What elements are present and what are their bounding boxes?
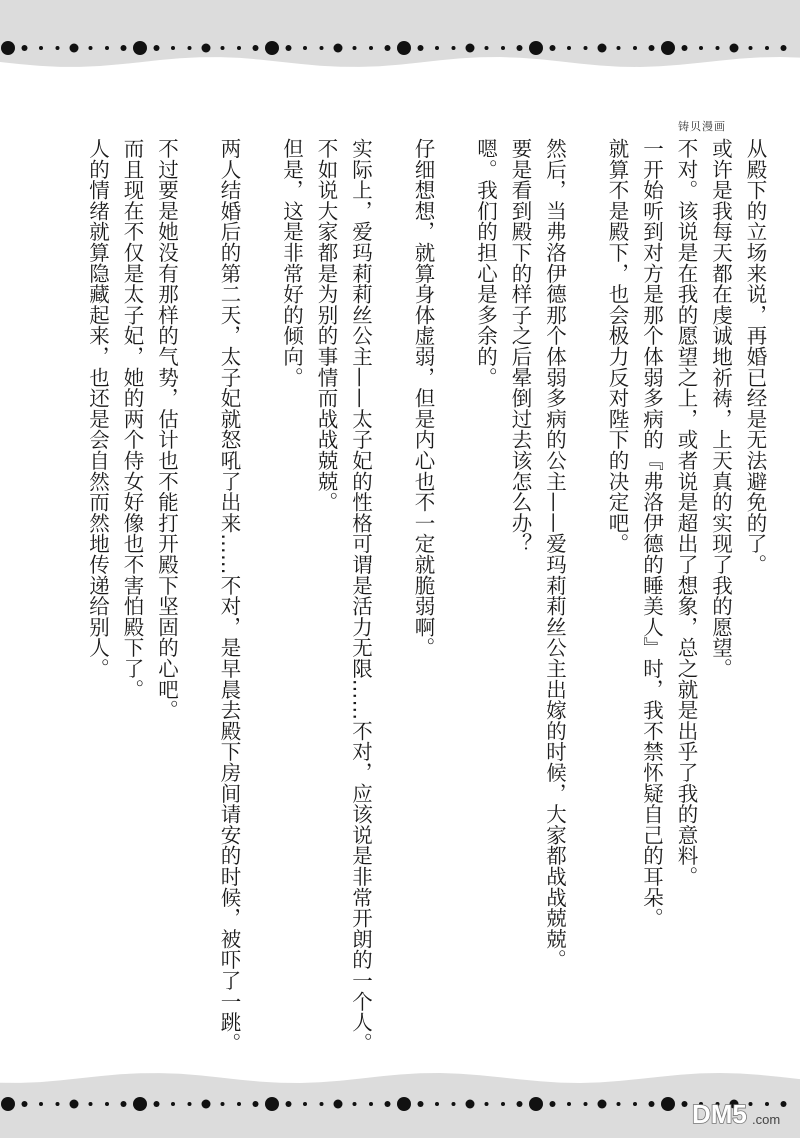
decorative-dot [649, 45, 655, 51]
decorative-dot [334, 1100, 343, 1109]
decorative-dot [633, 46, 637, 50]
paragraph: 一开始听到对方是那个体弱多病的『弗洛伊德的睡美人』时，我不禁怀疑自己的耳朵。 [639, 138, 664, 929]
decorative-dot [385, 45, 391, 51]
decorative-dot [1, 1097, 15, 1111]
decorative-dot [265, 41, 279, 55]
decorative-dot [286, 1101, 292, 1107]
decorative-dot [237, 46, 241, 50]
decorative-dot [485, 46, 489, 50]
decorative-dot [265, 1097, 279, 1111]
paragraph: 不过要是她没有那样的气势，估计也不能打开殿下坚固的心吧。 [154, 138, 179, 721]
decorative-dot [550, 45, 556, 51]
decorative-dot [567, 1102, 571, 1106]
decorative-dot [105, 1102, 109, 1106]
bottom-dotted-wave-border [0, 1058, 800, 1138]
decorative-dot [385, 1101, 391, 1107]
decorative-dot [397, 1097, 411, 1111]
paragraph: 实际上，爱玛莉莉丝公主——太子妃的性格可谓是活力无限……不对，应该说是非常开朗的一个人。 [348, 138, 373, 1054]
paragraph: 不如说大家都是为别的事情而战战兢兢。 [314, 138, 338, 513]
decorative-dot [584, 46, 588, 50]
decorative-dot [154, 45, 160, 51]
decorative-dot [781, 45, 787, 51]
decorative-dot [320, 46, 324, 50]
dm5-logo-text: DM5 [692, 1099, 747, 1129]
decorative-dot [89, 1102, 93, 1106]
decorative-dot [716, 46, 720, 50]
decorative-dot [466, 44, 475, 53]
decorative-dot [237, 1102, 241, 1106]
decorative-dot [353, 46, 357, 50]
decorative-dot [418, 45, 424, 51]
decorative-dot [369, 1102, 373, 1106]
decorative-dot [89, 46, 93, 50]
decorative-dot [253, 45, 259, 51]
decorative-dot [286, 45, 292, 51]
decorative-dot [550, 1101, 556, 1107]
decorative-dot [661, 41, 675, 55]
decorative-dot [617, 46, 621, 50]
decorative-dot [435, 1102, 439, 1106]
decorative-dot [661, 1097, 675, 1111]
decorative-dot [70, 44, 79, 53]
paragraph: 然后，当弗洛伊德那个体弱多病的公主——爱玛莉莉丝公主出嫁的时候，大家都战战兢兢。 [542, 138, 567, 970]
paragraph: 而且现在不仅是太子妃，她的两个侍女好像也不害怕殿下了。 [120, 138, 144, 700]
decorative-dot [598, 44, 607, 53]
decorative-dot [529, 41, 543, 55]
decorative-dot [154, 1101, 160, 1107]
decorative-dot [253, 1101, 259, 1107]
decorative-dot [567, 46, 571, 50]
decorative-dot [501, 46, 505, 50]
decorative-dot [598, 1100, 607, 1109]
decorative-dot [649, 1101, 655, 1107]
decorative-dot [517, 45, 523, 51]
decorative-dot [501, 1102, 505, 1106]
decorative-dot [584, 1102, 588, 1106]
decorative-dot [466, 1100, 475, 1109]
decorative-dot [633, 1102, 637, 1106]
decorative-dot [171, 46, 175, 50]
decorative-dot [22, 45, 28, 51]
paragraph: 嗯。我们的担心是多余的。 [473, 138, 498, 388]
decorative-dot [699, 46, 703, 50]
dm5-logo-watermark [690, 1096, 790, 1130]
decorative-dot [517, 1101, 523, 1107]
paragraph: 或许是我每天都在虔诚地祈祷，上天真的实现了我的愿望。 [708, 138, 733, 679]
decorative-dot [452, 46, 456, 50]
decorative-dot [188, 46, 192, 50]
decorative-dot [529, 1097, 543, 1111]
decorative-dot [121, 1101, 127, 1107]
paragraph: 人的情绪就算隐藏起来，也还是会自然而然地传递给别人。 [85, 138, 110, 679]
decorative-dot [171, 1102, 175, 1106]
paragraph: 但是，这是非常好的倾向。 [279, 138, 304, 388]
decorative-dot [202, 1100, 211, 1109]
decorative-dot [303, 1102, 307, 1106]
paragraph: 两人结婚后的第二天，太子妃就怒吼了出来……不对，是早晨去殿下房间请安的时候，被吓了一跳。 [217, 138, 241, 1054]
decorative-dot [188, 1102, 192, 1106]
novel-text-column [80, 138, 772, 1054]
paragraph: 就算不是殿下，也会极力反对陛下的决定吧。 [605, 138, 629, 554]
decorative-dot [133, 1097, 147, 1111]
decorative-dot [221, 46, 225, 50]
wave-ribbon [0, 0, 800, 67]
decorative-dot [682, 45, 688, 51]
decorative-dot [133, 41, 147, 55]
paragraph: 不对。该说是在我的愿望之上，或者说是超出了想象，总之就是出乎了我的意料。 [674, 138, 698, 887]
paragraph: 仔细想想，就算身体虚弱，但是内心也不一定就脆弱啊。 [411, 138, 435, 658]
decorative-dot [730, 44, 739, 53]
dm5-logo-suffix: .com [752, 1112, 781, 1127]
decorative-dot [682, 1101, 688, 1107]
decorative-dot [320, 1102, 324, 1106]
decorative-dot [105, 46, 109, 50]
decorative-dot [353, 1102, 357, 1106]
decorative-dot [1, 41, 15, 55]
decorative-dot [56, 46, 60, 50]
paragraph: 要是看到殿下的样子之后晕倒过去该怎么办？ [508, 138, 532, 554]
paragraph: 从殿下的立场来说，再婚已经是无法避免的了。 [743, 138, 767, 575]
decorative-dot [121, 45, 127, 51]
decorative-dot [397, 41, 411, 55]
source-mark: 铸贝漫画 [678, 120, 726, 133]
decorative-dot [221, 1102, 225, 1106]
decorative-dot [56, 1102, 60, 1106]
decorative-dot [22, 1101, 28, 1107]
decorative-dot [485, 1102, 489, 1106]
decorative-dot [765, 46, 769, 50]
decorative-dot [39, 46, 43, 50]
decorative-dot [435, 46, 439, 50]
decorative-dot [749, 46, 753, 50]
decorative-dot [303, 46, 307, 50]
decorative-dot [334, 44, 343, 53]
decorative-dot [202, 44, 211, 53]
top-dotted-wave-border [0, 0, 800, 80]
decorative-dot [418, 1101, 424, 1107]
decorative-dot [39, 1102, 43, 1106]
decorative-dot [617, 1102, 621, 1106]
decorative-dot [452, 1102, 456, 1106]
decorative-dot [369, 46, 373, 50]
decorative-dot [70, 1100, 79, 1109]
